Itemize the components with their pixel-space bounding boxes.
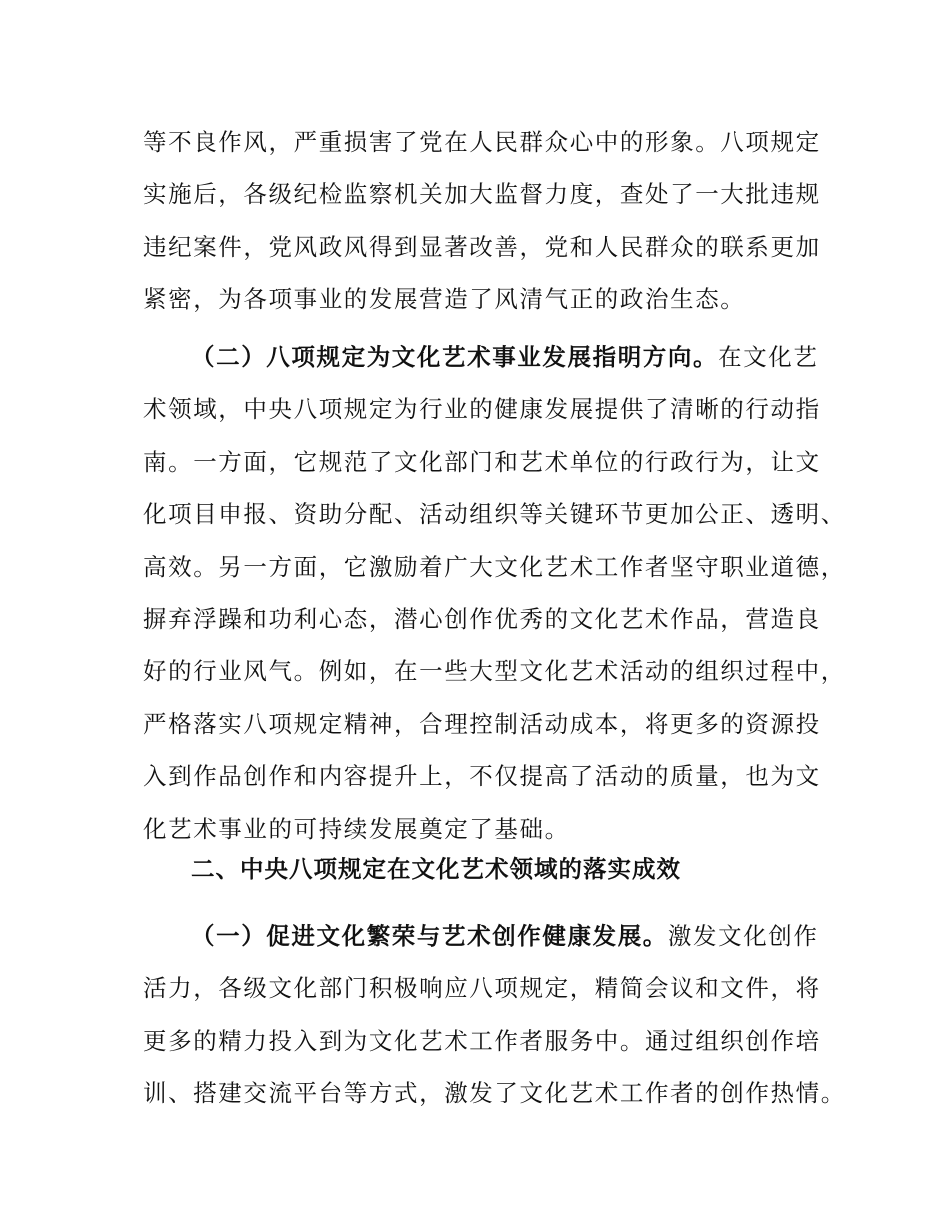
text-line: 实施后，各级纪检监察机关加大监督力度，查处了一大批违规 xyxy=(143,180,821,209)
text-line xyxy=(143,910,819,962)
text-line: 违纪案件，党风政风得到显著改善，党和人民群众的联系更加 xyxy=(143,232,821,261)
text-line: 更多的精力投入到为文化艺术工作者服务中。通过组织创作培 xyxy=(143,1026,821,1055)
text-line: 化项目申报、资助分配、活动组织等关键环节更加公正、透明、 xyxy=(143,500,846,529)
section-heading: 二、中央八项规定在文化艺术领域的落实成效 xyxy=(191,855,681,883)
text-line: 紧密，为各项事业的发展营造了风清气正的政治生态。 xyxy=(143,285,746,314)
text-fragment: 在文化艺 xyxy=(718,343,819,371)
paragraph-3 xyxy=(143,910,846,1120)
text-line: 南。一方面，它规范了文化部门和艺术单位的行政行为，让文 xyxy=(143,447,821,476)
paragraph-1 xyxy=(143,116,821,326)
text-line: 训、搭建交流平台等方式，激发了文化艺术工作者的创作热情。 xyxy=(143,1079,846,1108)
paragraph-2 xyxy=(143,331,846,855)
paragraph-lead: （一）促进文化繁荣与艺术创作健康发展。 xyxy=(191,922,668,950)
text-line: 化艺术事业的可持续发展奠定了基础。 xyxy=(143,814,570,843)
text-line: 严格落实八项规定精神，合理控制活动成本，将更多的资源投 xyxy=(143,709,821,738)
paragraph-lead: （二）八项规定为文化艺术事业发展指明方向。 xyxy=(191,343,719,371)
text-fragment: 激发文化创作 xyxy=(667,922,819,950)
text-line: 高效。另一方面，它激励着广大文化艺术工作者坚守职业道德， xyxy=(143,552,846,581)
text-line: 术领域，中央八项规定为行业的健康发展提供了清晰的行动指 xyxy=(143,395,821,424)
text-line: 等不良作风，严重损害了党在人民群众心中的形象。八项规定 xyxy=(143,128,821,156)
text-line: 摒弃浮躁和功利心态，潜心创作优秀的文化艺术作品，营造良 xyxy=(143,605,821,634)
text-line: 入到作品创作和内容提升上，不仅提高了活动的质量，也为文 xyxy=(143,762,821,791)
text-line xyxy=(143,331,819,383)
text-line: 好的行业风气。例如，在一些大型文化艺术活动的组织过程中， xyxy=(143,657,846,686)
text-line: 活力，各级文化部门积极响应八项规定，精简会议和文件，将 xyxy=(143,974,821,1003)
